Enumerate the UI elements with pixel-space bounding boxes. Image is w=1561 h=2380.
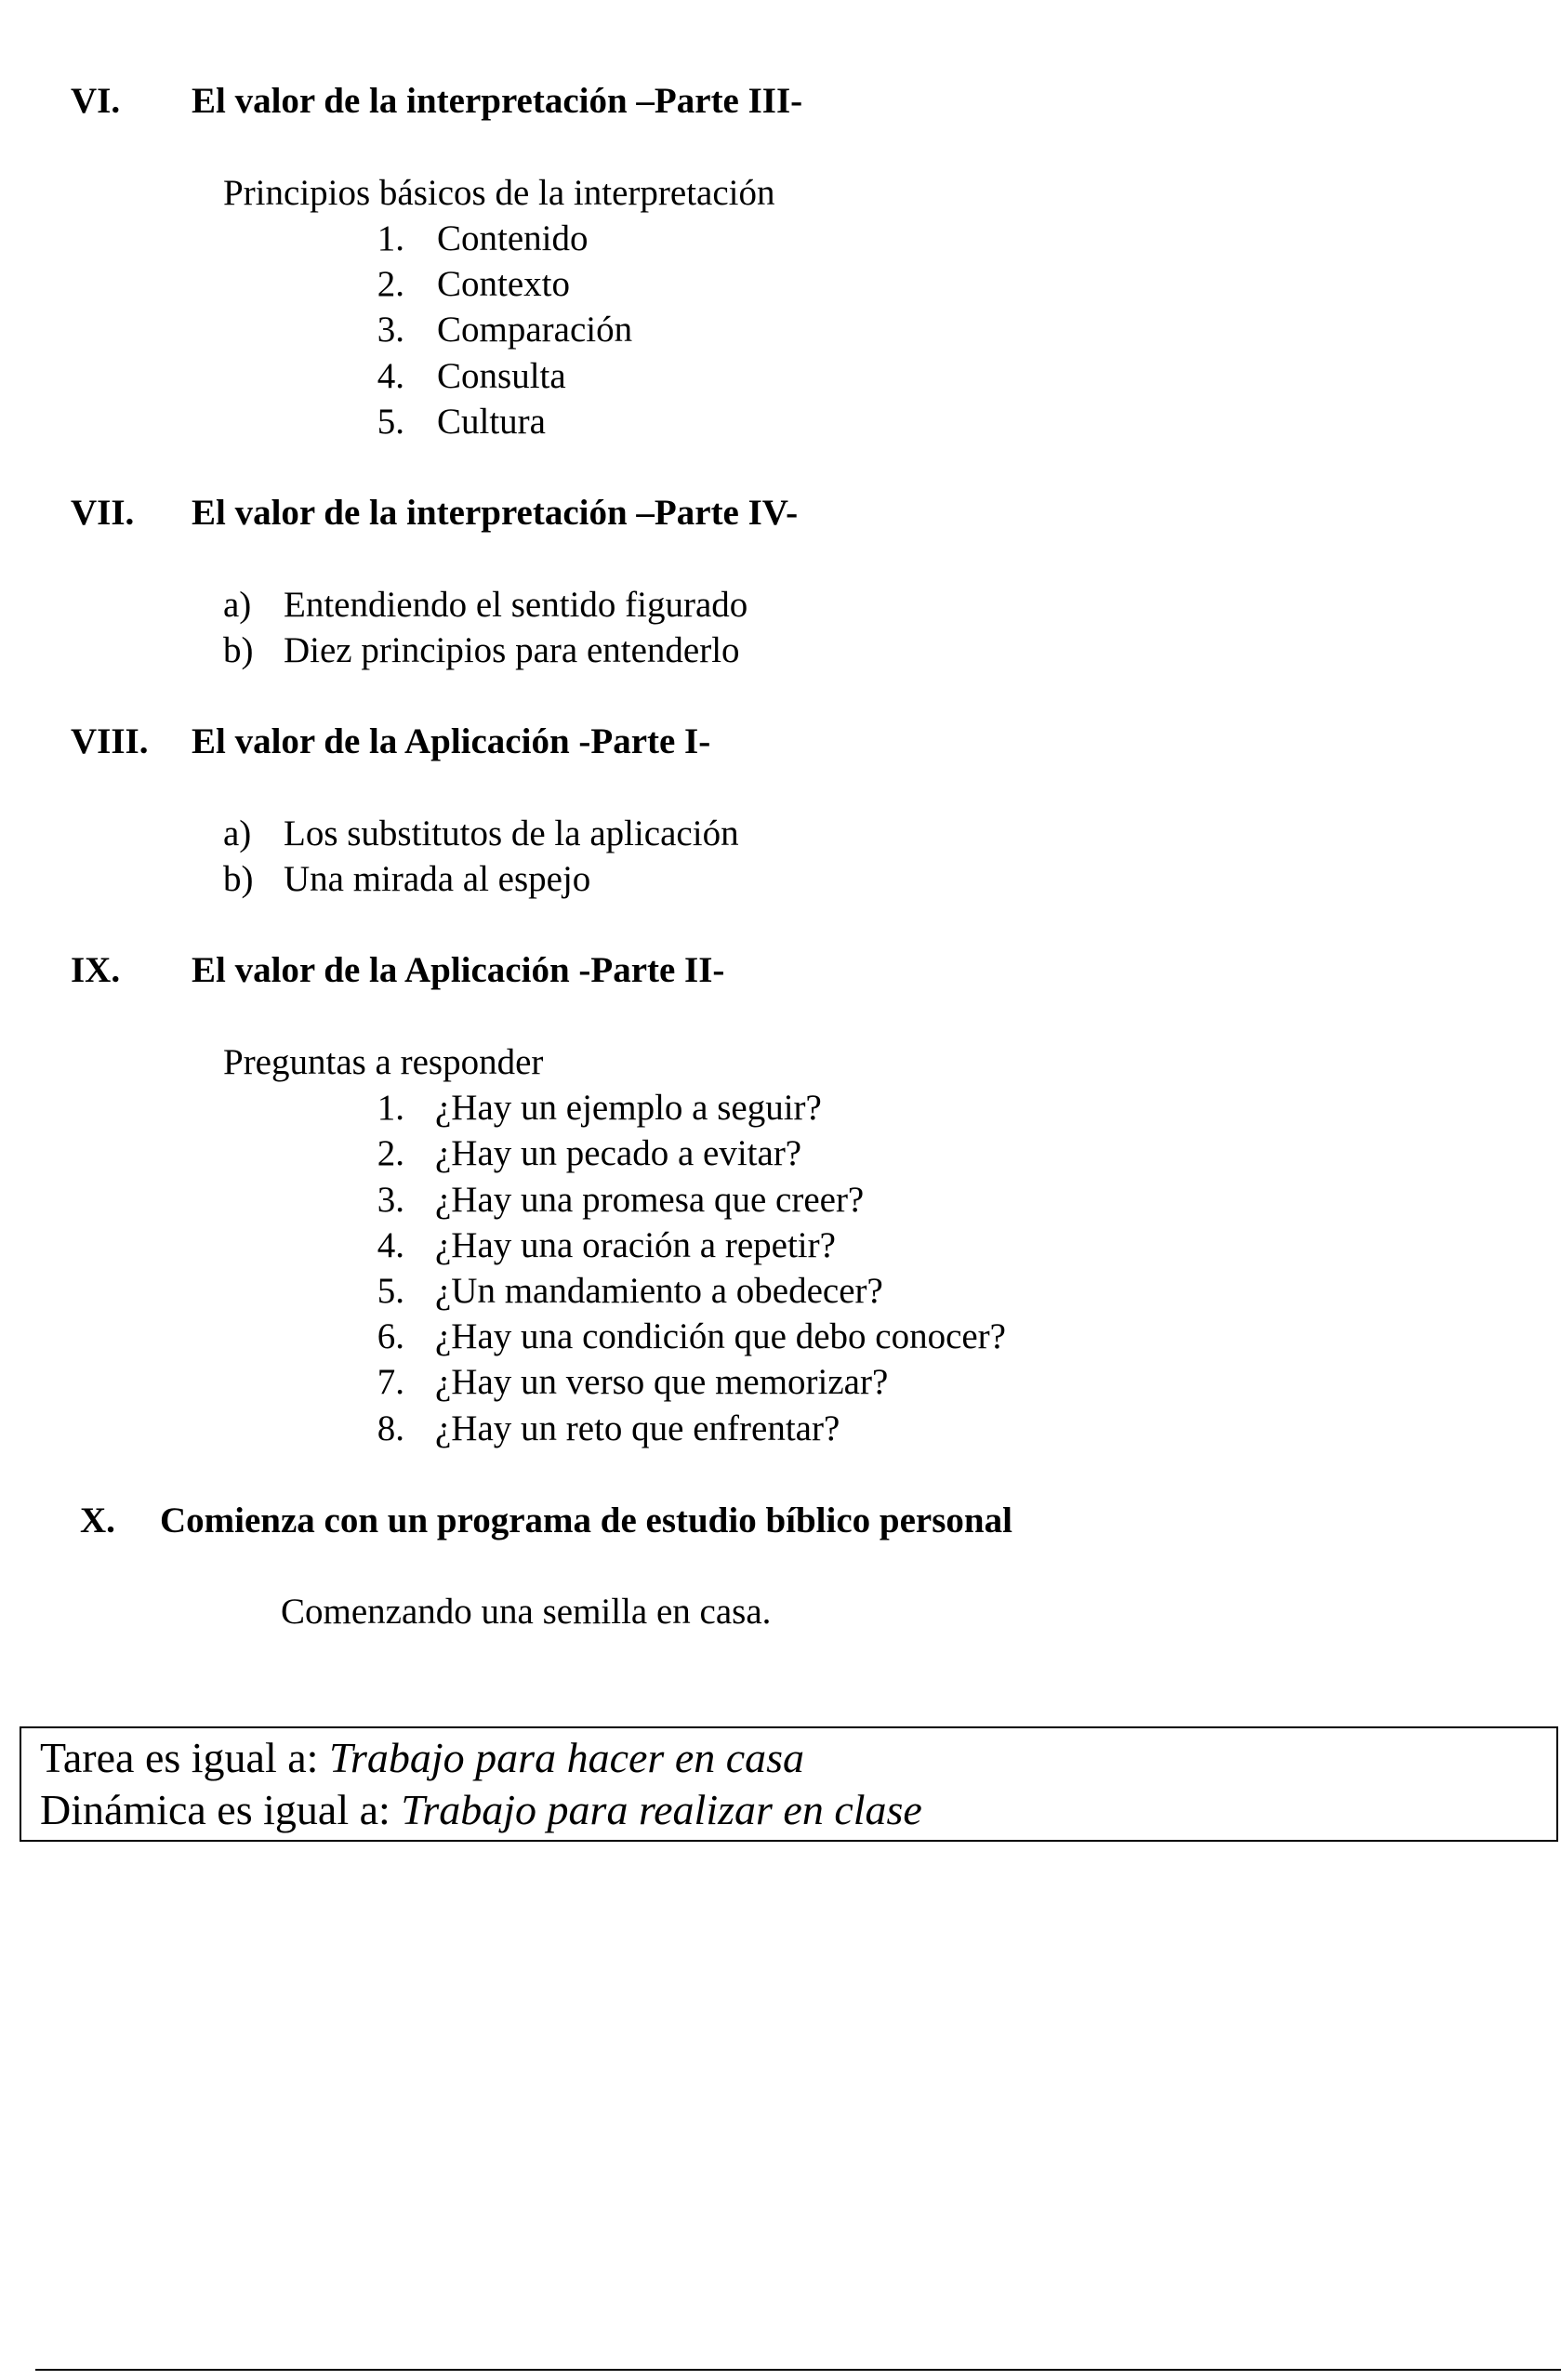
list-item: Consulta [437, 356, 566, 396]
section-title: El valor de la interpretación –Parte III- [192, 81, 803, 121]
section-numeral: VII. [71, 493, 135, 533]
list-item: ¿Hay un verso que memorizar? [435, 1362, 889, 1402]
section-numeral: VI. [71, 81, 121, 121]
list-item-marker: b) [223, 859, 254, 899]
section-numeral: VIII. [71, 721, 149, 761]
list-item: Comparación [437, 310, 633, 350]
list-item-number: 2. [377, 264, 404, 304]
note-line-homework [40, 1732, 804, 1784]
list-item-number: 1. [377, 1088, 404, 1128]
section-title: El valor de la Aplicación -Parte I- [192, 721, 711, 761]
list-item: Diez principios para entenderlo [284, 630, 740, 670]
list-item: Entendiendo el sentido figurado [284, 585, 748, 625]
list-item-number: 3. [377, 1180, 404, 1220]
list-item-marker: b) [223, 630, 254, 670]
list-item-number: 3. [377, 310, 404, 350]
section-intro: Comenzando una semilla en casa. [281, 1592, 772, 1632]
list-item: Los substitutos de la aplicación [284, 813, 739, 853]
list-item: ¿Hay una oración a repetir? [435, 1225, 836, 1265]
list-item-number: 4. [377, 1225, 404, 1265]
section-title: Comienza con un programa de estudio bíblico personal [160, 1501, 1012, 1540]
list-item: ¿Hay un ejemplo a seguir? [435, 1088, 822, 1128]
definitions-box [20, 1726, 1558, 1842]
list-item: ¿Hay un pecado a evitar? [435, 1133, 802, 1173]
section-numeral: IX. [71, 950, 121, 990]
list-item-number: 4. [377, 356, 404, 396]
footer-rule [35, 2369, 1561, 2371]
note-definition: Trabajo para realizar en clase [401, 1786, 922, 1833]
section-intro: Preguntas a responder [223, 1042, 544, 1082]
list-item-number: 6. [377, 1316, 404, 1356]
list-item: Una mirada al espejo [284, 859, 591, 899]
list-item-number: 7. [377, 1362, 404, 1402]
list-item: ¿Hay un reto que enfrentar? [435, 1408, 840, 1448]
list-item-marker: a) [223, 585, 252, 625]
note-definition: Trabajo para hacer en casa [328, 1734, 805, 1781]
list-item-marker: a) [223, 813, 252, 853]
note-label: Tarea es igual a: [40, 1734, 329, 1781]
list-item-number: 2. [377, 1133, 404, 1173]
list-item: ¿Hay una promesa que creer? [435, 1180, 865, 1220]
note-line-dynamic [40, 1784, 922, 1836]
section-numeral: X. [80, 1501, 115, 1540]
note-label: Dinámica es igual a: [40, 1786, 402, 1833]
section-title: El valor de la Aplicación -Parte II- [192, 950, 725, 990]
list-item: ¿Un mandamiento a obedecer? [435, 1271, 883, 1311]
list-item: ¿Hay una condición que debo conocer? [435, 1316, 1006, 1356]
section-title: El valor de la interpretación –Parte IV- [192, 493, 799, 533]
list-item-number: 1. [377, 218, 404, 258]
list-item-number: 5. [377, 402, 404, 442]
list-item: Cultura [437, 402, 546, 442]
section-intro: Principios básicos de la interpretación [223, 173, 775, 213]
list-item: Contexto [437, 264, 570, 304]
list-item-number: 5. [377, 1271, 404, 1311]
list-item: Contenido [437, 218, 589, 258]
list-item-number: 8. [377, 1408, 404, 1448]
